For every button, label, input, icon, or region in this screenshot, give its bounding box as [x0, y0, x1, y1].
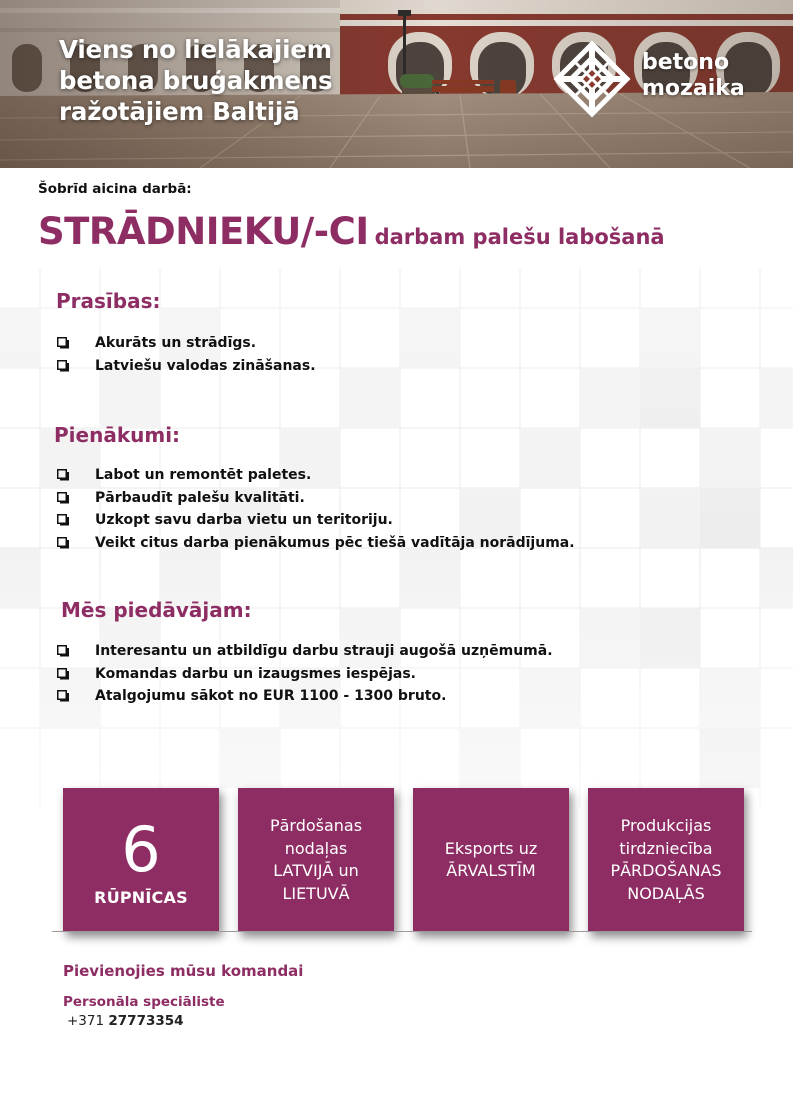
checkbox-bullet-icon [57, 469, 69, 481]
list-item-text: Pārbaudīt palešu kvalitāti. [95, 489, 305, 506]
feature-box-factories [63, 788, 219, 932]
logo-wordmark [642, 50, 745, 102]
phone-prefix: +371 [67, 1013, 105, 1029]
checkbox-bullet-icon [57, 537, 69, 549]
checkbox-bullet-icon [57, 690, 69, 702]
list-item [56, 487, 575, 510]
requirements-list [56, 332, 316, 377]
hero-headline-line: ražotājiem Baltijā [59, 97, 300, 126]
offer-heading: Mēs piedāvājam: [61, 598, 252, 622]
job-title-main: STRĀDNIEKU/-CI [38, 210, 369, 253]
feature-line: PĀRDOŠANAS [610, 861, 722, 880]
offer-list [56, 640, 553, 708]
list-item-text: Komandas darbu un izaugsmes iespējas. [95, 665, 416, 682]
job-title [38, 210, 665, 253]
checkbox-bullet-icon [57, 492, 69, 504]
list-item [56, 532, 575, 555]
list-item [56, 355, 316, 378]
logo-word: mozaika [642, 76, 745, 101]
feature-box-products [588, 788, 744, 932]
feature-line: Pārdošanas [269, 816, 363, 835]
feature-line: Produkcijas [620, 816, 712, 835]
phone-number: 27773354 [108, 1013, 184, 1029]
list-item [56, 663, 553, 686]
invite-label: Šobrīd aicina darbā: [38, 181, 192, 197]
feature-line: nodaļas [284, 838, 348, 858]
list-item-text: Akurāts un strādīgs. [95, 335, 257, 351]
feature-line: Eksports uz [444, 838, 538, 858]
job-title-sub: darbam palešu labošanā [374, 225, 665, 249]
list-item-text: Uzkopt savu darba vietu un teritoriju. [95, 512, 393, 528]
list-item-text: Veikt citus darba pienākumus pēc tiešā vadītāja norādījuma. [95, 534, 575, 551]
factories-count: 6 [121, 812, 161, 886]
join-team-heading: Pievienojies mūsu komandai [63, 962, 304, 980]
feature-line: tirdzniecība [619, 838, 713, 858]
list-item [56, 640, 553, 663]
contact-phone[interactable] [67, 1013, 184, 1029]
factories-caption: RŪPNĪCAS [94, 887, 188, 907]
contact-role: Personāla speciāliste [63, 994, 225, 1010]
checkbox-bullet-icon [57, 668, 69, 680]
hero-headline-line: Viens no lielākajiem [59, 35, 333, 64]
checkbox-bullet-icon [57, 360, 69, 372]
lattice-diamond-logo-icon [553, 40, 631, 118]
duties-list [56, 464, 575, 554]
feature-box-export [413, 788, 569, 932]
logo-word: betono [642, 50, 730, 75]
duties-heading: Pienākumi: [54, 423, 181, 447]
list-item [56, 332, 316, 355]
hero-banner [0, 0, 793, 168]
list-item-text: Labot un remontēt paletes. [95, 467, 312, 483]
list-item-text: Latviešu valodas zināšanas. [95, 357, 316, 374]
feature-line: LATVIJĀ un [273, 861, 359, 880]
hero-headline [59, 34, 399, 127]
list-item-text: Atalgojumu sākot no EUR 1100 - 1300 bruto. [95, 688, 447, 704]
checkbox-bullet-icon [57, 337, 69, 349]
checkbox-bullet-icon [57, 514, 69, 526]
feature-line: NODAĻĀS [627, 883, 705, 903]
feature-line: ĀRVALSTĪM [446, 861, 536, 880]
feature-line: LIETUVĀ [282, 883, 350, 903]
divider-line [52, 931, 752, 932]
list-item-text: Interesantu un atbildīgu darbu strauji augošā uzņēmumā. [95, 643, 553, 659]
company-logo [553, 40, 773, 120]
feature-box-sales [238, 788, 394, 932]
list-item [56, 464, 575, 487]
list-item [56, 509, 575, 532]
checkbox-bullet-icon [57, 645, 69, 657]
requirements-heading: Prasības: [56, 289, 161, 313]
hero-headline-line: betona bruģakmens [59, 66, 333, 95]
list-item [56, 685, 553, 708]
